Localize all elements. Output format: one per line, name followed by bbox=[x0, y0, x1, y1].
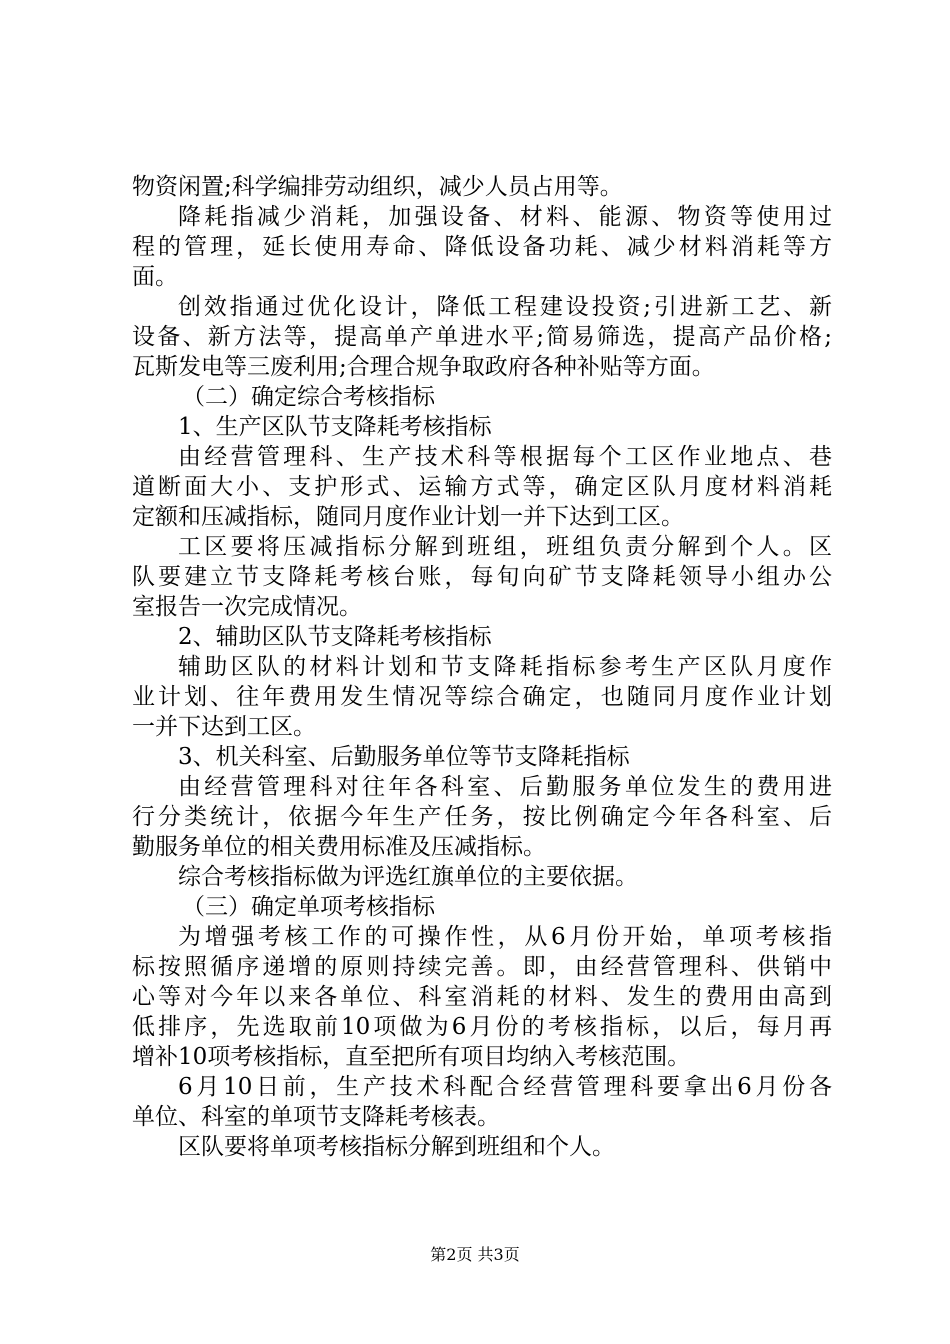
text-line: 区队要将单项考核指标分解到班组和个人。 bbox=[178, 1134, 615, 1160]
text-line: 队要建立节支降耗考核台账，每旬向矿节支降耗领导小组办公 bbox=[132, 564, 832, 590]
text-line: 一并下达到工区。 bbox=[132, 714, 316, 740]
text-line: 工区要将压减指标分解到班组，班组负责分解到个人。区 bbox=[178, 534, 832, 560]
text-line: 1、生产区队节支降耗考核指标 bbox=[178, 414, 492, 440]
text-line: 瓦斯发电等三废利用;合理合规争取政府各种补贴等方面。 bbox=[132, 354, 715, 380]
text-line: 辅助区队的材料计划和节支降耗指标参考生产区队月度作 bbox=[178, 654, 832, 680]
page-footer: 第2页 共3页 bbox=[430, 1245, 520, 1264]
text-line: 为增强考核工作的可操作性，从6月份开始，单项考核指 bbox=[178, 924, 832, 950]
text-line: 2、辅助区队节支降耗考核指标 bbox=[178, 624, 492, 650]
text-line: 室报告一次完成情况。 bbox=[132, 594, 362, 620]
text-line: 由经营管理科、生产技术科等根据每个工区作业地点、巷 bbox=[178, 444, 832, 470]
text-line: 心等对今年以来各单位、科室消耗的材料、发生的费用由高到 bbox=[132, 984, 832, 1010]
text-line: 创效指通过优化设计，降低工程建设投资;引进新工艺、新 bbox=[178, 294, 832, 320]
text-line: （三）确定单项考核指标 bbox=[182, 894, 435, 920]
text-line: 程的管理，延长使用寿命、降低设备功耗、减少材料消耗等方 bbox=[132, 234, 832, 260]
text-line: 定额和压减指标，随同月度作业计划一并下达到工区。 bbox=[132, 504, 684, 530]
text-line: 标按照循序递增的原则持续完善。即，由经营管理科、供销中 bbox=[132, 954, 832, 980]
text-line: 行分类统计，依据今年生产任务，按比例确定今年各科室、后 bbox=[132, 804, 832, 830]
text-line: （二）确定综合考核指标 bbox=[182, 384, 435, 410]
text-line: 物资闲置;科学编排劳动组织，减少人员占用等。 bbox=[132, 174, 623, 200]
text-line: 设备、新方法等，提高单产单进水平;简易筛选，提高产品价格; bbox=[132, 324, 832, 350]
text-line: 6月10日前，生产技术科配合经营管理科要拿出6月份各 bbox=[178, 1074, 832, 1100]
text-line: 综合考核指标做为评选红旗单位的主要依据。 bbox=[178, 864, 638, 890]
text-line: 业计划、往年费用发生情况等综合确定，也随同月度作业计划 bbox=[132, 684, 832, 710]
text-line: 3、机关科室、后勤服务单位等节支降耗指标 bbox=[178, 744, 630, 770]
text-line: 增补10项考核指标，直至把所有项目均纳入考核范围。 bbox=[132, 1044, 691, 1070]
document-body bbox=[132, 172, 832, 1162]
text-line: 降耗指减少消耗，加强设备、材料、能源、物资等使用过 bbox=[178, 204, 832, 230]
text-line: 勤服务单位的相关费用标准及压减指标。 bbox=[132, 834, 546, 860]
text-line: 单位、科室的单项节支降耗考核表。 bbox=[132, 1104, 500, 1130]
text-line: 低排序，先选取前10项做为6月份的考核指标，以后，每月再 bbox=[132, 1014, 832, 1040]
text-line: 面。 bbox=[132, 264, 178, 290]
text-line: 由经营管理科对往年各科室、后勤服务单位发生的费用进 bbox=[178, 774, 832, 800]
text-line: 道断面大小、支护形式、运输方式等，确定区队月度材料消耗 bbox=[132, 474, 832, 500]
